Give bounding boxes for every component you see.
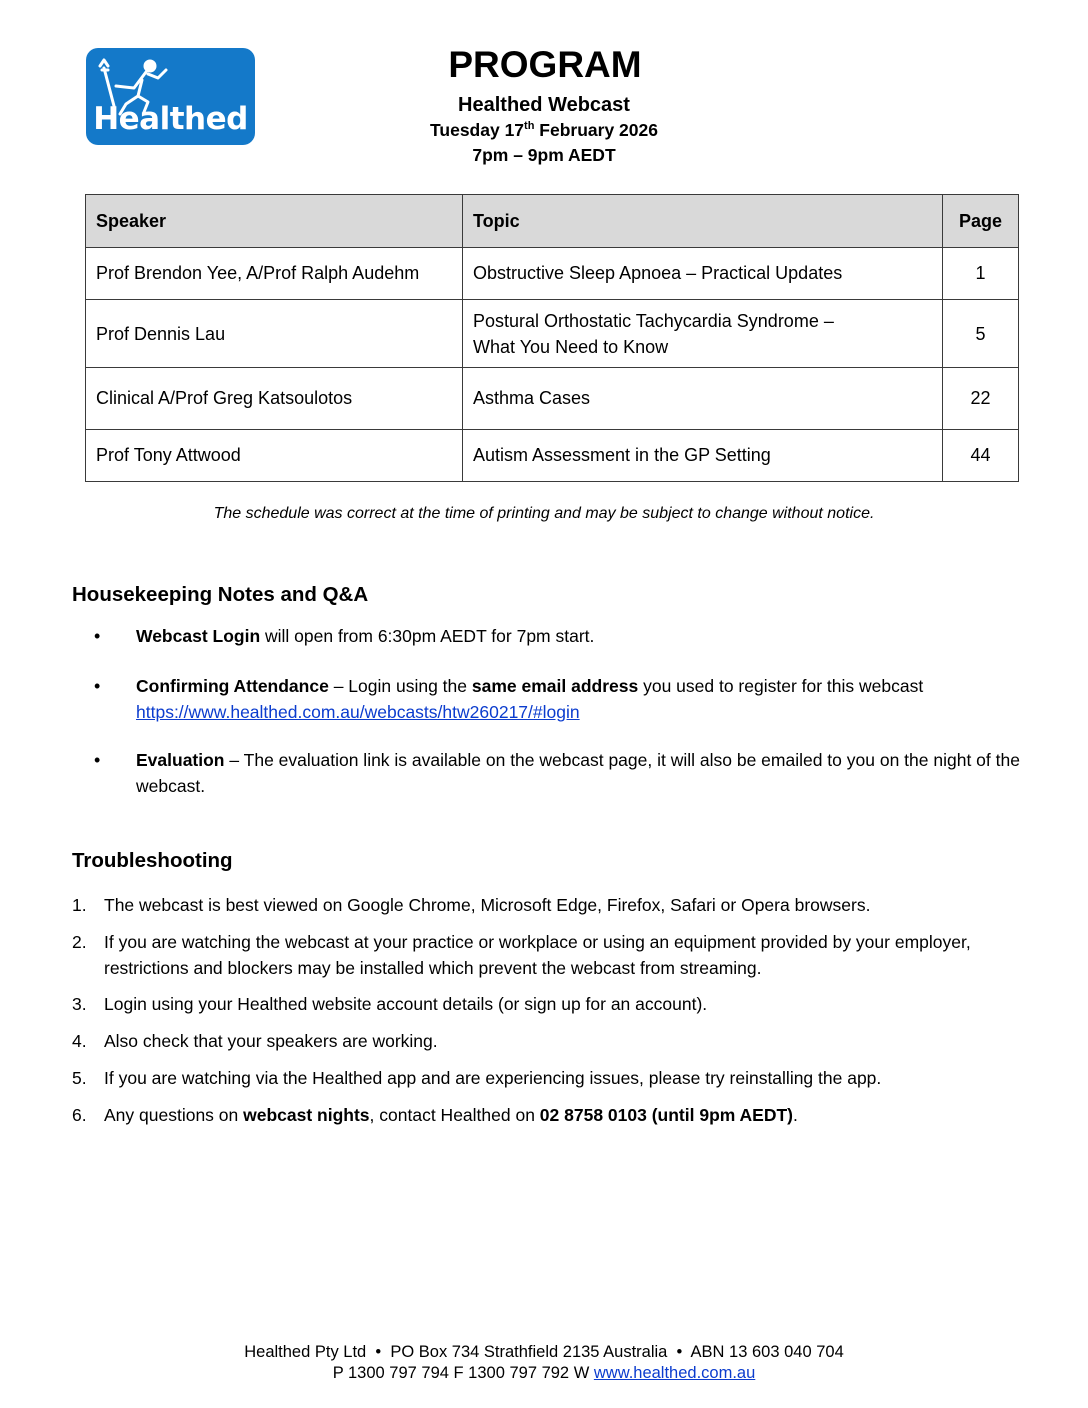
item-number: 4. — [72, 1031, 87, 1051]
page-cell: 44 — [943, 430, 1019, 482]
item-emphasis: webcast nights — [243, 1105, 370, 1125]
column-header-page: Page — [943, 195, 1019, 248]
item-text: The webcast is best viewed on Google Chrome, Microsoft Edge, Firefox, Safari or Opera browsers. — [104, 895, 871, 915]
item-text: – Login using the — [328, 676, 472, 696]
event-date — [0, 118, 1088, 143]
speaker-cell: Clinical A/Prof Greg Katsoulotos — [86, 368, 463, 430]
document-header — [0, 42, 1088, 168]
speaker-cell: Prof Brendon Yee, A/Prof Ralph Audehm — [86, 248, 463, 300]
item-text: If you are watching via the Healthed app and are experiencing issues, please try reinstalling the app. — [104, 1068, 882, 1088]
item-text-part: , contact Healthed on — [369, 1105, 540, 1125]
table-row — [86, 368, 1019, 430]
column-header-topic: Topic — [463, 195, 943, 248]
date-ordinal: th — [524, 120, 535, 132]
schedule-disclaimer: The schedule was correct at the time of printing and may be subject to change without notice. — [213, 505, 875, 522]
item-text-part: Any questions on — [104, 1105, 244, 1125]
item-text: you used to register for this webcast — [638, 676, 924, 696]
item-number: 2. — [72, 932, 87, 952]
item-text: will open from 6:30pm AEDT for 7pm start. — [260, 626, 595, 646]
topic-line-2: What You Need to Know — [473, 336, 669, 357]
event-time: 7pm – 9pm AEDT — [472, 145, 616, 165]
item-text — [104, 1102, 1004, 1128]
topic-cell — [463, 300, 943, 368]
item-label: Evaluation — [136, 750, 225, 770]
bullet-icon: • — [94, 750, 101, 770]
date-prefix: Tuesday 17 — [430, 120, 525, 140]
date-suffix: February 2026 — [534, 120, 658, 140]
item-text: If you are watching the webcast at your practice or workplace or using an equipment provided by your employer, restrictions and blockers may be installed which prevent the webcast from streaming. — [104, 932, 971, 978]
item-label: Webcast Login — [136, 626, 261, 646]
footer-company-line: Healthed Pty Ltd • PO Box 734 Strathfield 2135 Australia • ABN 13 603 040 704 — [244, 1343, 844, 1361]
program-table — [85, 194, 1019, 482]
footer-contact-line — [0, 1363, 1088, 1384]
bullet-icon: • — [94, 626, 101, 646]
column-header-speaker: Speaker — [86, 195, 463, 248]
footer-phone-fax: P 1300 797 794 F 1300 797 792 W — [332, 1364, 594, 1382]
page-cell: 5 — [943, 300, 1019, 368]
contact-phone: 02 8758 0103 (until 9pm AEDT) — [539, 1105, 793, 1125]
table-row — [86, 248, 1019, 300]
table-row — [86, 430, 1019, 482]
item-emphasis: same email address — [471, 676, 639, 696]
logo-brand-text: Healthed — [93, 101, 248, 137]
topic-cell: Obstructive Sleep Apnoea – Practical Updates — [463, 248, 943, 300]
item-number: 6. — [72, 1105, 87, 1125]
page-title: PROGRAM — [448, 44, 642, 85]
event-subtitle: Healthed Webcast — [458, 94, 630, 116]
item-text: Also check that your speakers are working. — [104, 1031, 438, 1051]
page-cell: 22 — [943, 368, 1019, 430]
item-number: 3. — [72, 994, 87, 1014]
housekeeping-heading: Housekeeping Notes and Q&A — [72, 583, 369, 606]
item-text: Login using your Healthed website account details (or sign up for an account). — [104, 994, 708, 1014]
bullet-icon: • — [94, 676, 101, 696]
troubleshooting-heading: Troubleshooting — [72, 849, 233, 872]
item-number: 1. — [72, 895, 87, 915]
topic-cell: Autism Assessment in the GP Setting — [463, 430, 943, 482]
item-label: Confirming Attendance — [136, 676, 329, 696]
page-footer — [0, 1342, 1088, 1384]
table-row — [86, 300, 1019, 368]
speaker-cell: Prof Dennis Lau — [86, 300, 463, 368]
table-header-row — [86, 195, 1019, 248]
item-text: – The evaluation link is available on the webcast page, it will also be emailed to you on the night of the webcast. — [136, 750, 1020, 796]
topic-line-1: Postural Orthostatic Tachycardia Syndrome – — [473, 310, 834, 331]
topic-cell: Asthma Cases — [463, 368, 943, 430]
speaker-cell: Prof Tony Attwood — [86, 430, 463, 482]
website-link[interactable]: www.healthed.com.au — [593, 1364, 756, 1382]
item-text-part: . — [793, 1105, 798, 1125]
page-cell: 1 — [943, 248, 1019, 300]
webcast-login-link[interactable]: https://www.healthed.com.au/webcasts/htw260217/#login — [136, 702, 580, 722]
item-number: 5. — [72, 1068, 87, 1088]
